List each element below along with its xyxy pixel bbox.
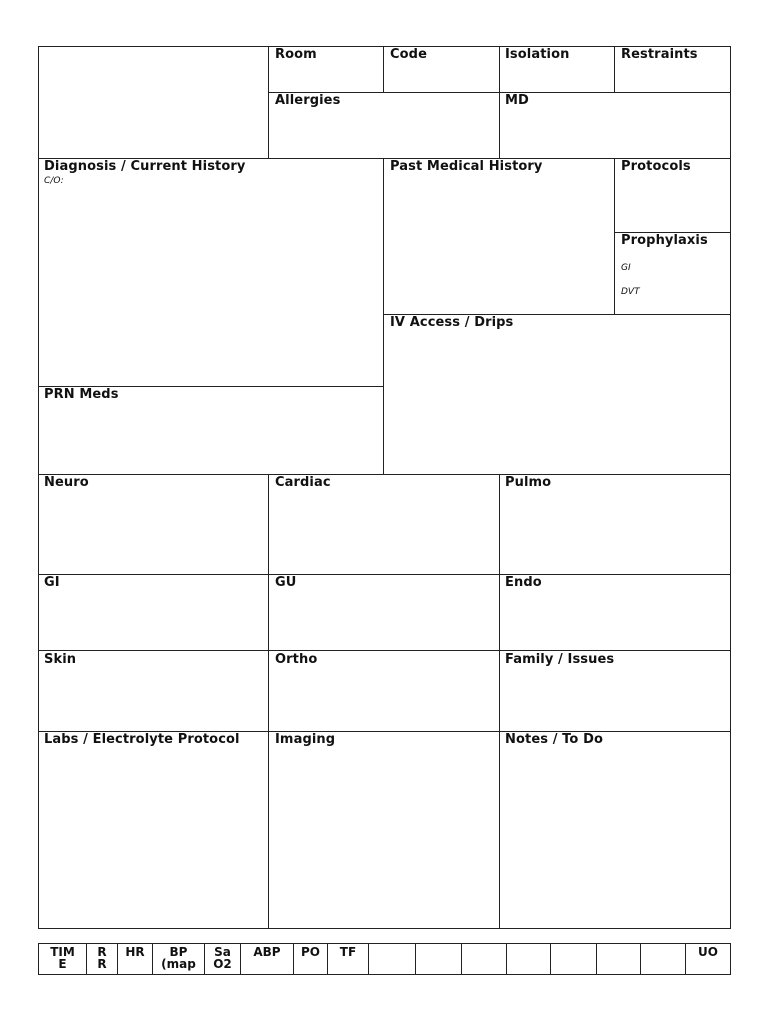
pulmo-label: Pulmo <box>505 475 552 490</box>
vitals-hr-header: HR <box>125 945 145 959</box>
prn-meds-label: PRN Meds <box>44 387 119 402</box>
vitals-uo-header: UO <box>698 945 718 959</box>
vitals-sao2-header: Sa O2 <box>213 945 232 971</box>
code-label: Code <box>390 47 427 62</box>
vitals-time-header: TIM E <box>50 945 75 971</box>
restraints-label: Restraints <box>621 47 698 62</box>
vitals-tf-header: TF <box>339 945 357 959</box>
neuro-label: Neuro <box>44 475 89 490</box>
vitals-bp-header: BP (map <box>161 945 196 971</box>
vitals-abp-header: ABP <box>253 945 281 959</box>
isolation-label: Isolation <box>505 47 570 62</box>
endo-label: Endo <box>505 575 542 590</box>
prophylaxis-label: Prophylaxis <box>621 233 708 248</box>
allergies-label: Allergies <box>275 93 341 108</box>
prophylaxis-dvt-label: DVT <box>621 287 640 297</box>
prophylaxis-gi-label: GI <box>621 263 631 273</box>
ortho-label: Ortho <box>275 652 318 667</box>
labs-label: Labs / Electrolyte Protocol <box>44 732 240 747</box>
imaging-label: Imaging <box>275 732 336 747</box>
md-label: MD <box>505 93 529 108</box>
protocols-label: Protocols <box>621 159 691 174</box>
vitals-rr-header: R R <box>97 945 107 971</box>
skin-label: Skin <box>44 652 77 667</box>
chief-complaint-label: C/O: <box>44 176 64 186</box>
vitals-po-header: PO <box>301 945 320 959</box>
gu-label: GU <box>275 575 297 590</box>
past-medical-history-label: Past Medical History <box>390 159 543 174</box>
gi-label: GI <box>44 575 60 590</box>
room-label: Room <box>275 47 317 62</box>
diagnosis-label: Diagnosis / Current History <box>44 159 246 174</box>
notes-label: Notes / To Do <box>505 732 604 747</box>
iv-access-label: IV Access / Drips <box>390 315 514 330</box>
cardiac-label: Cardiac <box>275 475 331 490</box>
family-issues-label: Family / Issues <box>505 652 615 667</box>
